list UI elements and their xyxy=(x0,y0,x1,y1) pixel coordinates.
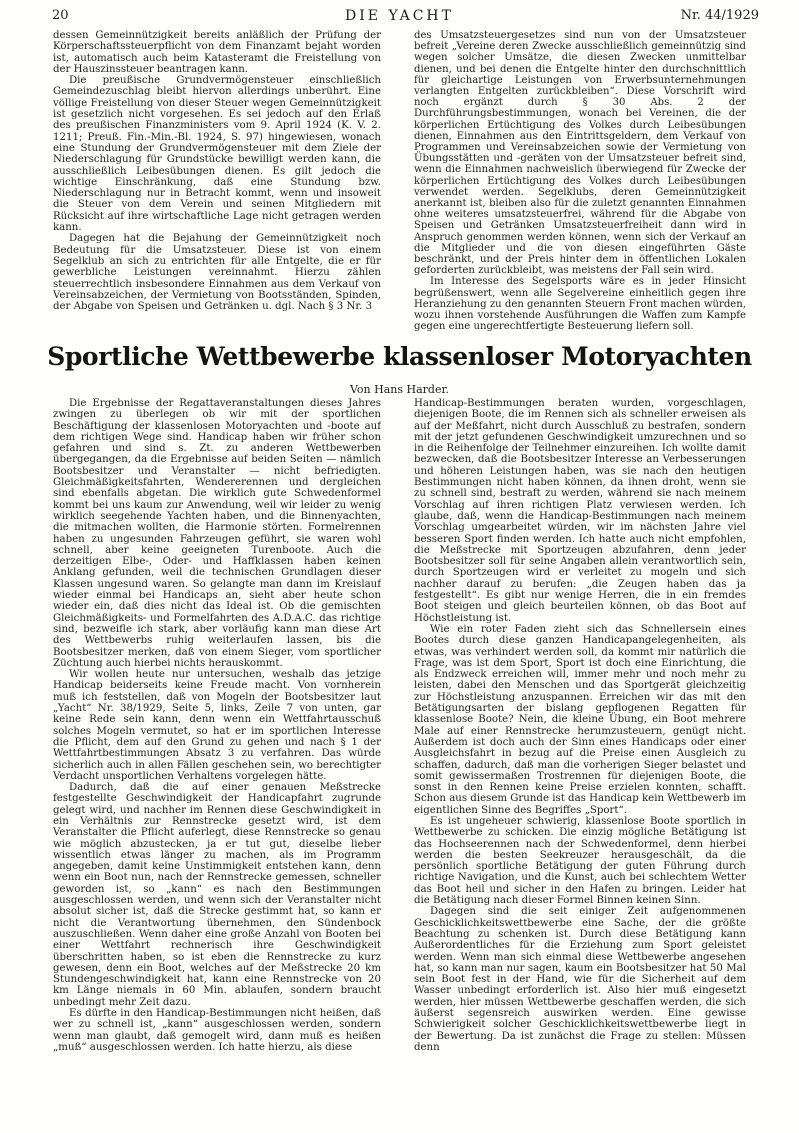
paragraph: Dagegen sind die seit einiger Zeit aufgenommenen Geschicklichkeitswettbewerbe eine Sache, der die größte Beachtung zu schenken ist. Durch diese Betätigung kann Außerordentliches für die Erziehung zum Sport geleistet werden. Wenn man sich einmal diese Wettbewerbe angesehen hat, so kann man nur sagen, kaum ein Bootsbesitzer hat 50 Mal sein Boot fest in der Hand, wie für die Sicherheit auf dem Wasser unbedingt erforderlich ist. Also hier muß eingesetzt werden, hier müssen Wettbewerbe geschaffen werden, die sich äußerst segensreich auswirken werden. Eine gewisse Schwierigkeit solcher Geschicklichkeitswettbewerbe liegt in der Bewertung. Da ist zunächst die Frage zu stellen: Müssen denn xyxy=(414,906,746,1053)
paragraph: Es ist ungeheuer schwierig, klassenlose Boote sportlich in Wettbewerbe zu schicken. Die einzig mögliche Betätigung ist das Hochseerennen nach der Schwedenformel, denn hierbei werden die besten Seekreuzer herausgeschält, da die persönlich sportliche Betätigung der guten Führung durch richtige Navigation, und die Kunst, auch bei schlechtem Wetter das Boot heil und sicher in den Hafen zu bringen. Leider hat die Betätigung nach dieser Formel Binnen keinen Sinn. xyxy=(414,815,746,907)
paragraph: dessen Gemeinnützigkeit bereits anläßlich der Prüfung der Körperschaftssteuerpflicht von dem Finanzamt bejaht worden ist, automatisch auch beim Katasteramt die Freistellung von der Hauszinssteuer beantragen kann. xyxy=(53,30,381,75)
article-left-column xyxy=(53,398,381,1106)
paragraph: Wie ein roter Faden zieht sich das Schnellersein eines Bootes durch diese ganzen Handicapangelegenheiten, als etwas, was verhindert werden soll, da kommt mir natürlich die Frage, was ist dem Sport, Sport ist doch eine Einrichtung, die als Endzweck erreichen will, immer mehr und noch mehr zu leisten, dabei den Menschen und das Sportgerät gleichzeitig zur Höchstleistung anzuspannen. Erreichen wir das mit den Betätigungsarten der bislang gepflogenen Regatten für klassenlose Boote? Nein, die kleine Übung, ein Boot mehrere Male auf einer Rennstrecke herumzusteuern, genügt nicht. Außerdem ist doch auch der Sinn eines Handicaps oder einer Ausgleichsfahrt in bezug auf die Preise einen Ausgleich zu schaffen, dadurch, daß man die vorherigen Sieger belastet und somit gewissermaßen Trostrennen für diejenigen Boote, die sonst in den Rennen keine Preise erzielen konnten, schafft. Schon aus diesem Grunde ist das Handicap kein Wettbewerb im eigentlichen Sinne des Begriffes „Sport“. xyxy=(414,623,746,816)
paragraph: Dadurch, daß die auf einer genauen Meßstrecke festgestellte Geschwindigkeit der Handicapfahrt zugrunde gelegt wird, und nachher im Rennen diese Geschwindigkeit in ein Verhältnis zur Rennstrecke gesetzt wird, ist dem Veranstalter die Pflicht auferlegt, diese Rennstrecke so genau wie möglich abzustecken, ja er tut gut, dieselbe lieber wissentlich etwas länger zu machen, als im Programm angegeben, damit keine Unstimmigkeit entstehen kann, denn wenn ein Boot nun, nach der Rennstrecke gemessen, schneller geworden ist, so „kann“ es nach den Bestimmungen ausgeschlossen werden, und wenn sich der Veranstalter nicht absolut sicher ist, daß die Strecke gestimmt hat, so kann er nicht die Verantwortung übernehmen, den Sündenbock auszuschließen. Wenn daher eine große Anzahl von Booten bei einer Wettfahrt rechnerisch ihre Geschwindigkeit überschritten haben, so ist eben die Rennstrecke zu kurz gewesen, denn ein Boot, welches auf der Meßstrecke 20 km Stundengeschwindigkeit hat, kann eine Rennstrecke von 20 km Länge niemals in 60 Min. ablaufen, sondern braucht unbedingt mehr Zeit dazu. xyxy=(53,782,381,1008)
top-left-column xyxy=(53,30,381,335)
paragraph: Handicap-Bestimmungen beraten wurden, vorgeschlagen, diejenigen Boote, die im Rennen sich als schneller erweisen als auf der Meßfahrt, nicht durch Ausschluß zu bestrafen, sondern mit der jetzt gefundenen Geschwindigkeit umzurechnen und so in die Reihenfolge der Teilnehmer einzureihen. Ich wollte damit bezwecken, daß die Bootsbesitzer Interesse an Verbesserungen und höheren Leistungen haben, was sie nach den heutigen Bestimmungen nicht haben können, da ihnen droht, wenn sie zu schnell sind, bestraft zu werden, während sie nach meinem Vorschlag auf ihren richtigen Platz verwiesen werden. Ich glaube, daß, wenn die Handicap-Bestimmungen nach meinem Vorschlag umgearbeitet würden, wir im nächsten Jahre viel besseren Sport finden werden. Ich hatte auch nicht empfohlen, die Meßstrecke mit Sportzeugen abzufahren, denn jeder Bootsbesitzer soll für seine Angaben allein verantwortlich sein, durch Sportzeugen wird er verleitet zu mogeln und sich nachher darauf zu berufen: „die Zeugen haben das ja festgestellt“. Es gibt nur wenige Herren, die in ein fremdes Boot steigen und gleich beurteilen können, ob das Boot auf Höchstleistung ist. xyxy=(414,398,746,624)
publication-title: DIE YACHT xyxy=(345,8,454,24)
page-number: 20 xyxy=(52,8,69,23)
article-right-column xyxy=(414,398,746,1106)
article-byline: Von Hans Harder. xyxy=(349,383,450,396)
page-header xyxy=(0,8,799,28)
article-title: Sportliche Wettbewerbe klassenloser Motoryachten xyxy=(47,342,752,371)
issue-number: Nr. 44/1929 xyxy=(680,8,759,23)
top-right-column xyxy=(414,30,746,335)
paragraph: Die Ergebnisse der Regattaveranstaltungen dieses Jahres zwingen zu überlegen ob wir mit der sportlichen Beschäftigung der klassenlosen Motoryachten und -boote auf dem richtigen Wege sind. Handicap haben wir früher schon gefahren und sind s. Zt. zu anderen Wettbewerben übergegangen, da die Ergebnisse auf beiden Seiten — nämlich Bootsbesitzer und Veranstalter — nicht befriedigten. Gleichmäßigkeitsfahrten, Wendererennen und dergleichen sind ebenfalls abgetan. Die wirklich gute Schwedenformel kommt bei uns kaum zur Anwendung, weil wir leider zu wenig wirklich seegehende Yachten haben, und die Binnenyachten, die mitmachen wollten, die Harmonie störten. Formelrennen haben zu ungesunden Fahrzeugen geführt, sie waren wohl schnell, aber keine geeigneten Turenboote. Auch die derzeitigen Elbe-, Oder- und Haffklassen haben keinen Anklang gefunden, weil die technischen Grundlagen dieser Klassen ungesund waren. So gelangte man dann im Kreislauf wieder einmal bei Handicaps an, sieht aber heute schon wieder ein, daß dies nicht das Ideal ist. Ob die gemischten Gleichmäßigkeits- und Formelfahrten des A.D.A.C. das richtige sind, bezweifle ich stark, aber vorläufig kann man diese Art des Wettbewerbs ruhig weiterlaufen lassen, bis die Bootsbesitzer merken, daß von einem Sieger, vom sportlicher Züchtung auch hierbei nichts herauskommt. xyxy=(53,398,381,669)
paragraph: Dagegen hat die Bejahung der Gemeinnützigkeit noch Bedeutung für die Umsatzsteuer. Diese ist von einem Segelklub an sich zu entrichten für alle Entgelte, die er für gewerbliche Leistungen vereinnahmt. Hierzu zählen steuerrechtlich insbesondere Einnahmen aus dem Verkauf von Vereinsabzeichen, der Vermietung von Bootsständen, Spinden, der Abgabe von Speisen und Getränken u. dgl. Nach § 3 Nr. 3 xyxy=(53,233,381,313)
paragraph: Wir wollen heute nur untersuchen, weshalb das jetzige Handicap beiderseits keine Freude macht. Von vornherein muß ich feststellen, daß von Mogeln der Bootsbesitzer laut „Yacht“ Nr. 38/1929, Seite 5, links, Zeile 7 von unten, gar keine Rede sein kann, denn wenn ein Wettfahrtausschuß solches Mogeln vermutet, so hat er im sportlichen Interesse die Pflicht, dem auf den Grund zu gehen und nach § 1 der Wettfahrtbestimmungen Absatz 3 zu verfahren. Das würde sicherlich auch in allen Fällen geschehen sein, wo berechtigter Verdacht unsportlichen Verhaltens vorgelegen hätte. xyxy=(53,669,381,782)
paragraph: Die preußische Grundvermögensteuer einschließlich Gemeindezuschlag bleibt hiervon allerdings unberührt. Eine völlige Freistellung von dieser Steuer wegen Gemeinnützigkeit ist gesetzlich nicht vorgesehen. Es sei jedoch auf den Erlaß des preußischen Finanzministers vom 9. April 1924 (K. V. 2. 1211; Preuß. Fin.-Min.-Bl. 1924, S. 97) hingewiesen, wonach eine Stundung der Grundvermögensteuer mit dem Ziele der Niederschlagung für Grundstücke bewilligt werden kann, die ausschließlich Leibesübungen dienen. Es gilt jedoch die wichtige Einschränkung, daß eine Stundung bzw. Niederschlagung nur in Betracht kommt, wenn und insoweit die Steuer von dem Verein und seinen Mitgliedern mit Rücksicht auf ihre wirtschaftliche Lage nicht getragen werden kann. xyxy=(53,75,381,234)
paragraph: des Umsatzsteuergesetzes sind nun von der Umsatzsteuer befreit „Vereine deren Zwecke ausschließlich gemeinnützig sind wegen solcher Umsätze, die diesen Zwecken unmittelbar dienen, und bei denen die Entgelte hinter den durchschnittlich für gleichartige Leistungen von Erwerbsunternehmungen verlangten Entgelten zurückbleiben“. Diese Vorschrift wird noch ergänzt durch § 30 Abs. 2 der Durchführungsbestimmungen, wonach bei Vereinen, die der körperlichen Ertüchtigung des Volkes durch Leibesübungen dienen, Einnahmen aus den Eintrittsgeldern, dem Verkauf von Programmen und Vereinsabzeichen sowie der Vermietung von Übungsstätten und -geräten von der Umsatzsteuer befreit sind, wenn die Einnahmen nachweislich überwiegend für Zwecke der körperlichen Ertüchtigung des Volkes durch Leibesübungen verwendet werden. Segelklubs, deren Gemeinnützigkeit anerkannt ist, bleiben also für die zuletzt genannten Einnahmen ohne weiteres umsatzsteuerfrei, während für die Abgabe von Speisen und Getränken Umsatzsteuerfreiheit dann wird in Anspruch genommen werden können, wenn sich der Verkauf an die Mitglieder und die von diesen eingeführten Gäste beschränkt, und der Preis hinter dem in öffentlichen Lokalen geforderten zurückbleibt, was meistens der Fall sein wird. xyxy=(414,30,746,277)
paragraph: Es dürfte in den Handicap-Bestimmungen nicht heißen, daß wer zu schnell ist, „kann“ ausgeschlossen werden, sondern wenn man glaubt, daß gemogelt wird, dann muß es heißen „muß“ ausgeschlossen werden. Ich hatte hierzu, als diese xyxy=(53,1008,381,1053)
paragraph: Im Interesse des Segelsports wäre es in jeder Hinsicht begrüßenswert, wenn alle Segelvereine einheitlich gegen ihre Heranziehung zu den genannten Steuern Front machen würden, wozu ihnen vorstehende Ausführungen die Waffen zum Kampfe gegen eine ungerechtfertigte Besteuerung liefern soll. xyxy=(414,276,746,333)
